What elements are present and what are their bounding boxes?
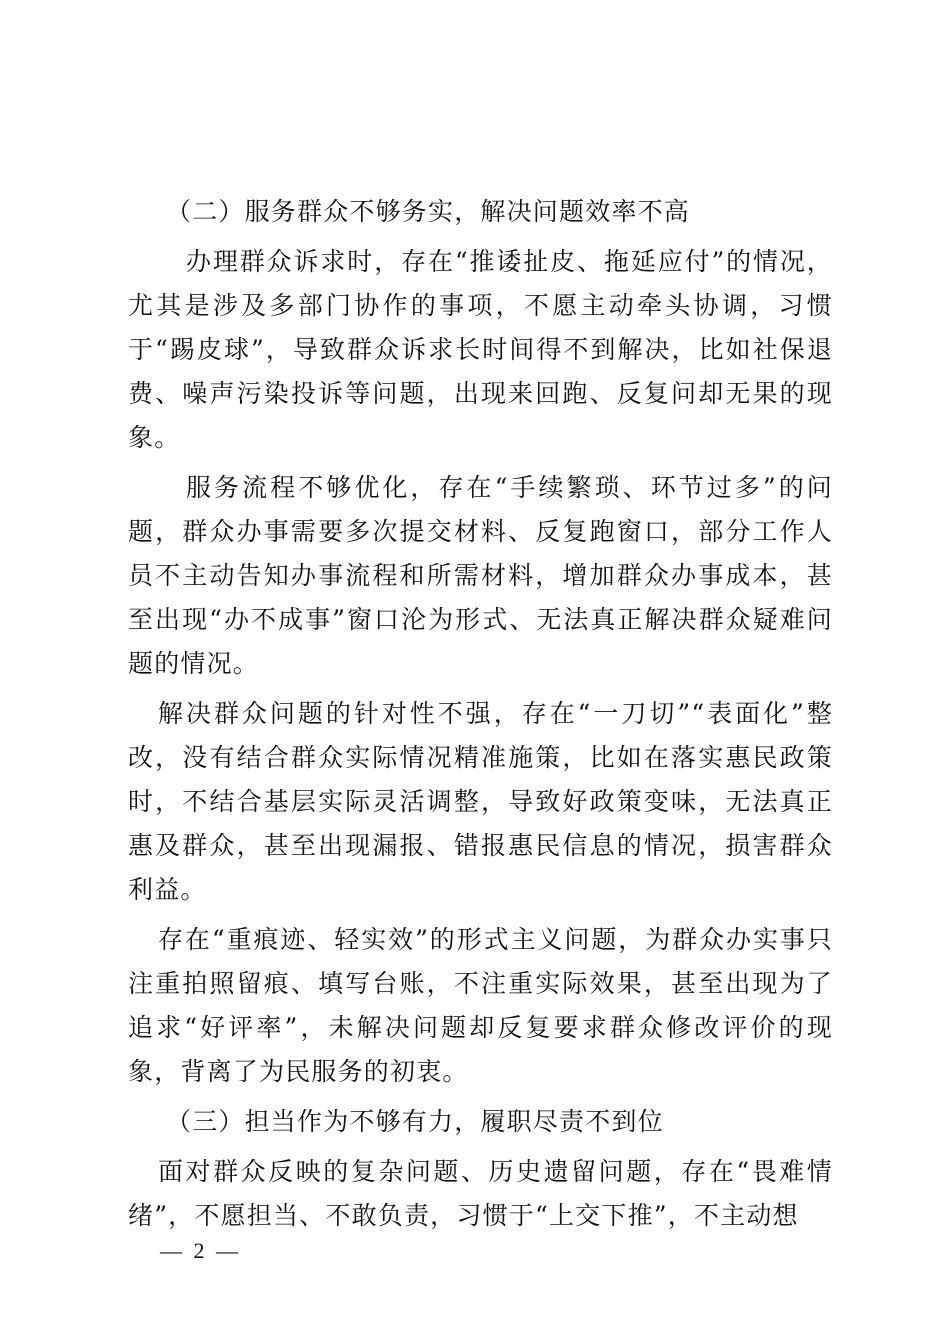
paragraph-service-process: 服务流程不够优化，存在“手续繁琐、环节过多”的问题，群众办事需要多次提交材料、反复跑窗口，部分工作人员不主动告知办事流程和所需材料，增加群众办事成本，甚至出现“办不成事”窗口沦为形式、无法真正解决群众疑难问题的情况。 — [128, 473, 833, 678]
page-number: — 2 — — [160, 1238, 241, 1263]
section-heading-2: （二）服务群众不够务实，解决问题效率不高 — [166, 197, 691, 226]
paragraph-complaints: 办理群众诉求时，存在“推诿扯皮、拖延应付”的情况，尤其是涉及多部门协作的事项，不愿主动牵头协调，习惯于“踢皮球”，导致群众诉求长时间得不到解决，比如社保退费、噪声污染投诉等问题，出现来回跑、反复问却无果的现象。 — [128, 247, 833, 452]
section-heading-3: （三）担当作为不够有力，履职尽责不到位 — [166, 1107, 664, 1136]
paragraph-formalism: 存在“重痕迹、轻实效”的形式主义问题，为群众办实事只注重拍照留痕、填写台账，不注重实际效果，甚至出现为了追求“好评率”，未解决问题却反复要求群众修改评价的现象，背离了为民服务的初衷。 — [128, 925, 833, 1086]
paragraph-targeting: 解决群众问题的针对性不强，存在“一刀切”“表面化”整改，没有结合群众实际情况精准施策，比如在落实惠民政策时，不结合基层实际灵活调整，导致好政策变味，无法真正惠及群众，甚至出现漏报、错报惠民信息的情况，损害群众利益。 — [128, 699, 833, 904]
document-body — [128, 190, 833, 1244]
paragraph-responsibility: 面对群众反映的复杂问题、历史遗留问题，存在“畏难情绪”，不愿担当、不敢负责，习惯于“上交下推”，不主动想 — [128, 1157, 833, 1230]
